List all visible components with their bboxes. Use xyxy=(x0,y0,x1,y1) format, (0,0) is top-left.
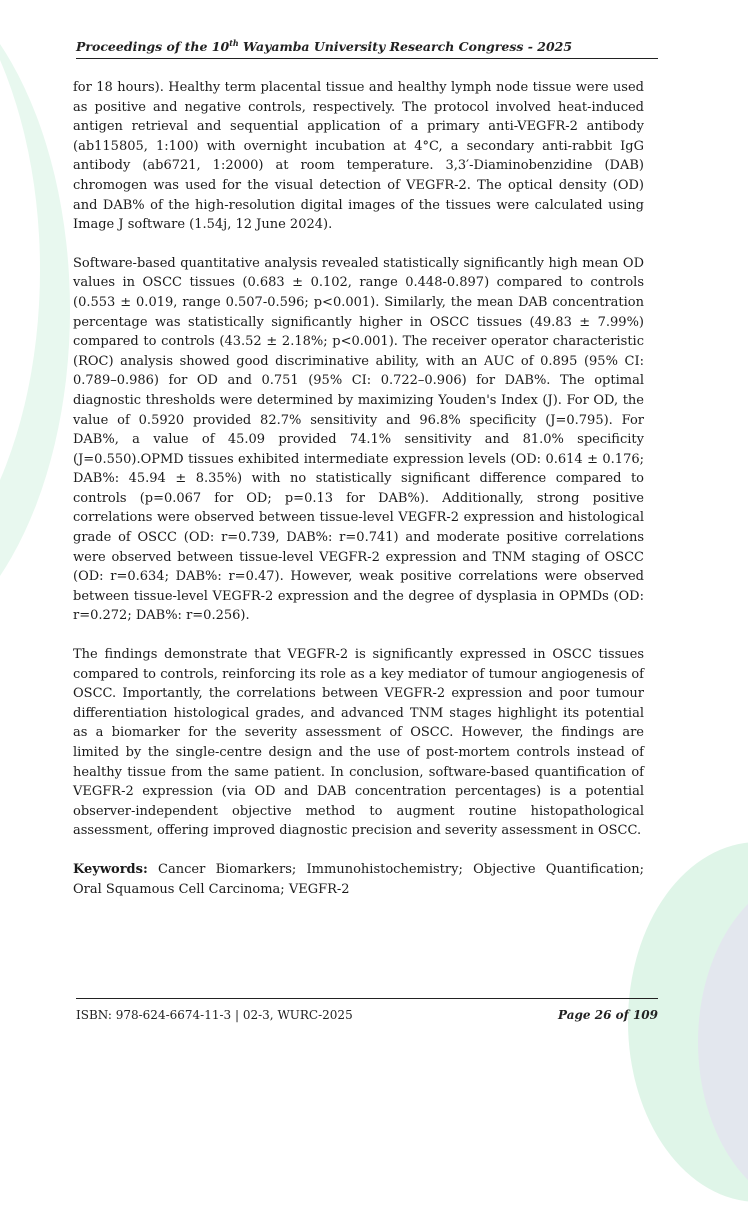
paragraph-results: Software-based quantitative analysis revealed statistically significantly high mean OD values in OSCC tissues (0.683 ± 0.102, range 0.448-0.897) compared to controls (0.553 ± 0.019, range 0.507-0.596; p<0.001). Similarly, the mean DAB concentration percentage was statistically significantly higher in OSCC tissues (49.83 ± 7.99%) compared to controls (43.52 ± 2.18%; p<0.001). The receiver operator characteristic (ROC) analysis showed good discriminative ability, with an AUC of 0.895 (95% CI: 0.789–0.986) for OD and 0.751 (95% CI: 0.722–0.906) for DAB%. The optimal diagnostic thresholds were determined by maximizing Youden's Index (J). For OD, the value of 0.5920 provided 82.7% sensitivity and 96.8% specificity (J=0.795). For DAB%, a value of 45.09 provided 74.1% sensitivity and 81.0% specificity (J=0.550).OPMD tissues exhibited intermediate expression levels (OD: 0.614 ± 0.176; DAB%: 45.94 ± 8.35%) with no statistically significant difference compared to controls (p=0.067 for OD; p=0.13 for DAB%). Additionally, strong positive correlations were observed between tissue-level VEGFR-2 expression and histological grade of OSCC (OD: r=0.739, DAB%: r=0.741) and moderate positive correlations were observed between tissue-level VEGFR-2 expression and TNM staging of OSCC (OD: r=0.634; DAB%: r=0.47). However, weak positive correlations were observed between tissue-level VEGFR-2 expression and the degree of dysplasia in OPMDs (OD: r=0.272; DAB%: r=0.256). xyxy=(73,255,644,624)
footer-isbn: ISBN: 978-624-6674-11-3 | 02-3, WURC-2025 xyxy=(76,1008,353,1022)
paragraph-methods: for 18 hours). Healthy term placental tissue and healthy lymph node tissue were used as positive and negative controls, respectively. The protocol involved heat-induced antigen retrieval and sequential application of a primary anti-VEGFR-2 antibody (ab115805, 1:100) with overnight incubation at 4°C, a secondary anti-rabbit IgG antibody (ab6721, 1:2000) at room temperature. 3,3′-Diaminobenzidine (DAB) chromogen was used for the visual detection of VEGFR-2. The optical density (OD) and DAB% of the high-resolution digital images of the tissues were calculated using Image J software (1.54j, 12 June 2024). xyxy=(73,80,644,233)
footer-divider xyxy=(76,998,658,999)
page-header xyxy=(76,38,658,59)
header-title-prefix: Proceedings of the 10 xyxy=(76,39,230,55)
header-title-sup: th xyxy=(229,38,239,48)
keywords-paragraph xyxy=(73,860,644,899)
paragraph-discussion: The findings demonstrate that VEGFR-2 is significantly expressed in OSCC tissues compared to controls, reinforcing its role as a key mediator of tumour angiogenesis of OSCC. Importantly, the correlations between VEGFR-2 expression and poor tumour differentiation histological grades, and advanced TNM stages highlight its potential as a biomarker for the severity assessment of OSCC. However, the findings are limited by the single-centre design and the use of post-mortem controls instead of healthy tissue from the same patient. In conclusion, software-based quantification of VEGFR-2 expression (via OD and DAB concentration percentages) is a potential observer-independent objective method to augment routine histopathological assessment, offering improved diagnostic precision and severity assessment in OSCC. xyxy=(73,647,644,839)
header-title-suffix: Wayamba University Research Congress - 2025 xyxy=(238,39,573,55)
keywords-label: Keywords: xyxy=(73,861,148,877)
keywords-text: Cancer Biomarkers; Immunohistochemistry; Objective Quantification; Oral Squamous Cell Carcinoma; VEGFR-2 xyxy=(73,861,644,897)
page-body xyxy=(73,78,644,918)
footer-page-number: Page 26 of 109 xyxy=(558,1008,658,1022)
